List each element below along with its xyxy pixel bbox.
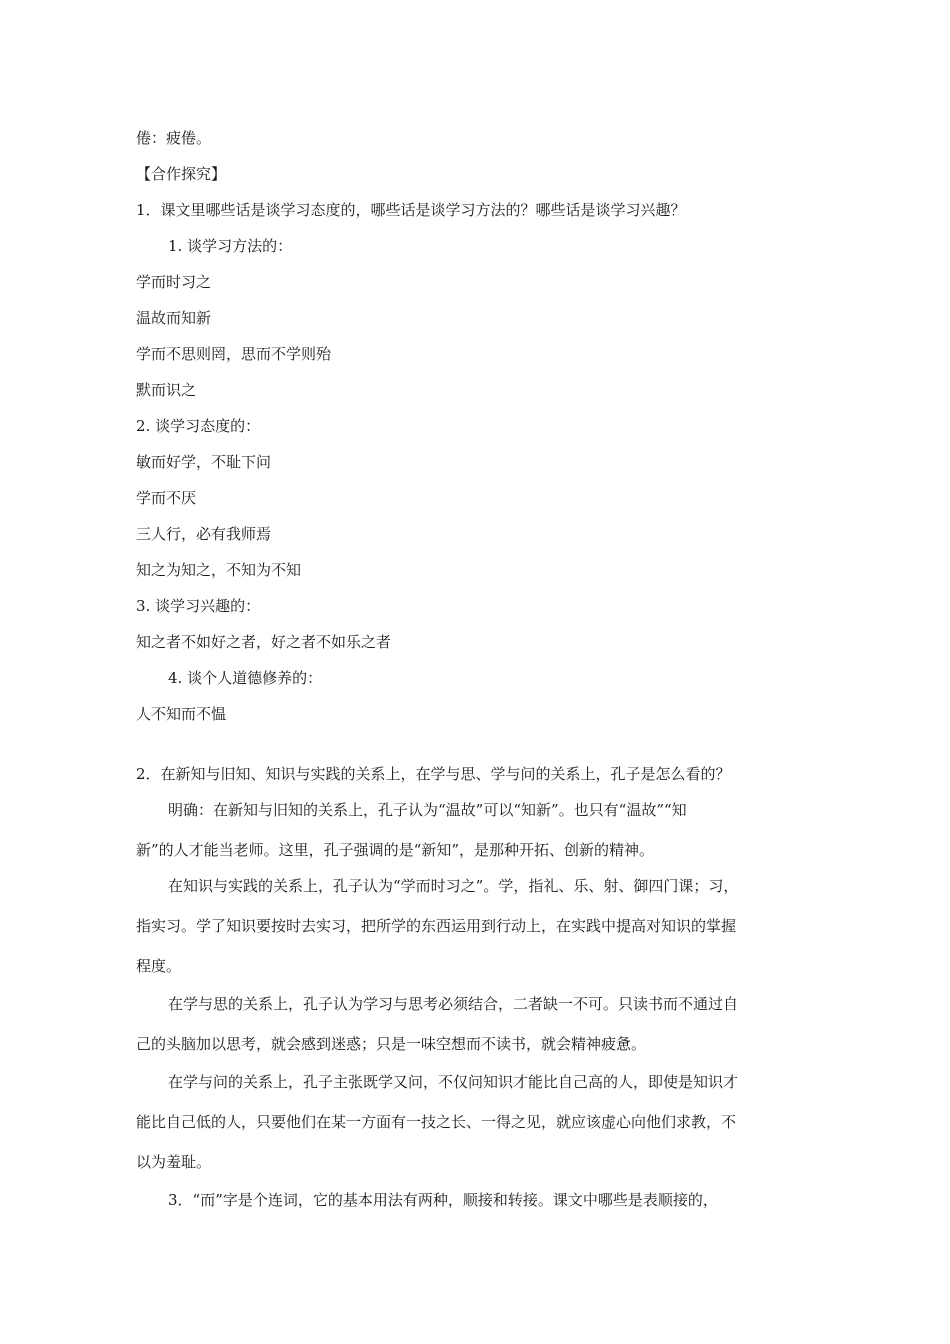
attitude-item: 敏而好学，不耻下问 bbox=[136, 453, 272, 471]
answer-paragraph-1: 新”的人才能当老师。这里，孔子强调的是“新知”，是那种开拓、创新的精神。 bbox=[136, 841, 655, 859]
morality-heading: 4. 谈个人道德修养的： bbox=[168, 669, 323, 687]
attitude-item: 学而不厌 bbox=[136, 489, 197, 507]
method-item: 学而不思则罔，思而不学则殆 bbox=[136, 345, 332, 363]
answer-paragraph-4: 在学与问的关系上，孔子主张既学又问，不仅问知识才能比自己高的人，即使是知识才 bbox=[168, 1073, 739, 1091]
section-heading: 【合作探究】 bbox=[136, 165, 227, 183]
answer-paragraph-2: 程度。 bbox=[136, 957, 182, 975]
method-item: 默而识之 bbox=[136, 381, 197, 399]
attitude-heading: 2. 谈学习态度的： bbox=[136, 417, 261, 435]
question-3: 3．“而”字是个连词，它的基本用法有两种，顺接和转接。课文中哪些是表顺接的， bbox=[168, 1191, 718, 1209]
intro-line: 倦：疲倦。 bbox=[136, 129, 212, 147]
method-item: 温故而知新 bbox=[136, 309, 212, 327]
question-1: 1．课文里哪些话是谈学习态度的，哪些话是谈学习方法的？哪些话是谈学习兴趣？ bbox=[136, 201, 686, 219]
answer-paragraph-2: 在知识与实践的关系上，孔子认为“学而时习之”。学，指礼、乐、射、御四门课；习， bbox=[168, 877, 739, 895]
answer-paragraph-2: 指实习。学了知识要按时去实习，把所学的东西运用到行动上，在实践中提高对知识的掌握 bbox=[136, 917, 737, 935]
morality-item: 人不知而不愠 bbox=[136, 705, 227, 723]
attitude-item: 三人行，必有我师焉 bbox=[136, 525, 272, 543]
answer-paragraph-3: 己的头脑加以思考，就会感到迷惑；只是一味空想而不读书，就会精神疲惫。 bbox=[136, 1035, 647, 1053]
answer-paragraph-4: 能比自己低的人，只要他们在某一方面有一技之长、一得之见，就应该虚心向他们求教，不 bbox=[136, 1113, 737, 1131]
answer-paragraph-3: 在学与思的关系上，孔子认为学习与思考必须结合，二者缺一不可。只读书而不通过自 bbox=[168, 995, 739, 1013]
attitude-item: 知之为知之，不知为不知 bbox=[136, 561, 302, 579]
method-heading: 1. 谈学习方法的： bbox=[168, 237, 293, 255]
question-2: 2．在新知与旧知、知识与实践的关系上，在学与思、学与问的关系上，孔子是怎么看的？ bbox=[136, 765, 731, 783]
method-item: 学而时习之 bbox=[136, 273, 212, 291]
answer-paragraph-1: 明确：在新知与旧知的关系上，孔子认为“温故”可以“知新”。也只有“温故”“知 bbox=[168, 801, 687, 819]
interest-item: 知之者不如好之者，好之者不如乐之者 bbox=[136, 633, 392, 651]
interest-heading: 3. 谈学习兴趣的： bbox=[136, 597, 261, 615]
answer-paragraph-4: 以为羞耻。 bbox=[136, 1153, 212, 1171]
